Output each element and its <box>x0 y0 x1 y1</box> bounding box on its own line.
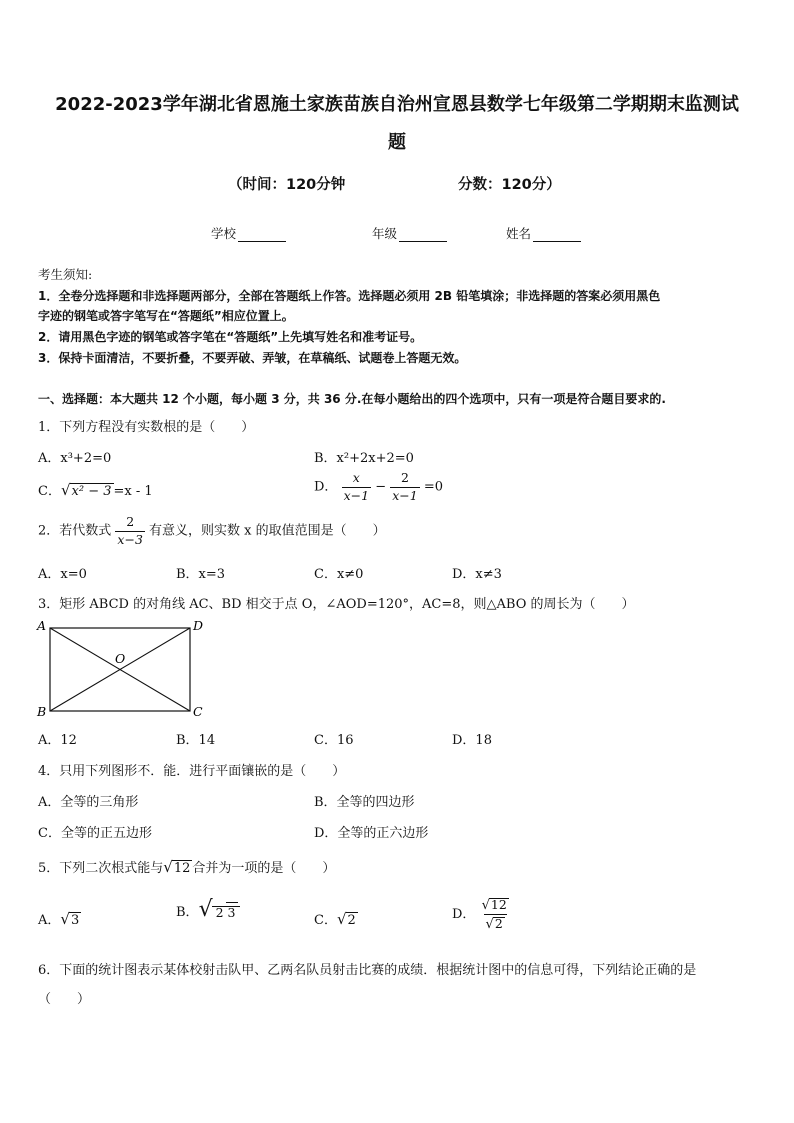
q5-stem-radicand: 12 <box>173 861 191 876</box>
q5-option-c[interactable] <box>314 909 358 928</box>
q1-d-num2: 2 <box>401 470 409 485</box>
q4-option-c[interactable]: C．全等的正五边形 <box>38 826 152 841</box>
q4-option-a[interactable]: A．全等的三角形 <box>38 795 139 810</box>
q5-a-prefix: A． <box>38 913 61 928</box>
grade-field[interactable] <box>372 224 447 242</box>
q4-stem: 4．只用下列图形不．能．进行平面镶嵌的是（ ） <box>38 764 346 779</box>
rectangle-diagram <box>30 615 220 723</box>
label-a: A <box>37 618 47 633</box>
q5-b-fraction <box>212 906 240 920</box>
name-label: 姓名 <box>506 226 532 241</box>
q5-d-prefix: D． <box>452 907 476 922</box>
q6-stem: 6．下面的统计图表示某体校射击队甲、乙两名队员射击比赛的成绩．根据统计图中的信息可得，下列结论正确的是 <box>38 963 697 978</box>
label-o: O <box>115 651 126 666</box>
q1-d-fraction-1 <box>342 472 371 502</box>
q5-c-prefix: C． <box>314 913 337 928</box>
note-1b: 字迹的钢笔或答字笔写在“答题纸”相应位置上。 <box>38 309 294 323</box>
section-heading: 一、选择题：本大题共 12 个小题，每小题 3 分，共 36 分.在每小题给出的四个选项中，只有一项是符合题目要求的. <box>38 392 666 406</box>
q6-paren: （ ） <box>38 992 91 1007</box>
q2-num: 2 <box>126 514 135 529</box>
page-title: 2022-2023学年湖北省恩施土家族苗族自治州宣恩县数学七年级第二学期期末监测试 <box>55 94 739 115</box>
q5-stem-b: 合并为一项的是（ ） <box>192 861 336 876</box>
q1-c-rest: =x - 1 <box>113 484 153 499</box>
q2-stem-a: 2．若代数式 <box>38 523 112 539</box>
q5-b-den: 3 <box>226 902 238 920</box>
q2-stem-b: 有意义，则实数 x 的取值范围是（ ） <box>149 523 386 539</box>
q1-d-fraction-2 <box>390 472 419 502</box>
page-title-continued: 题 <box>388 132 406 153</box>
q3-option-b[interactable]: B．14 <box>176 733 216 748</box>
radical-sign: √ <box>336 910 347 928</box>
q1-option-d[interactable] <box>314 472 443 502</box>
q2-option-c[interactable]: C．x≠0 <box>314 567 364 582</box>
q5-d-num-wrap <box>480 898 511 914</box>
q2-option-a[interactable]: A．x=0 <box>38 567 87 582</box>
q3-stem: 3．矩形 ABCD 的对角线 AC、BD 相交于点 O，∠AOD=120°，AC=8，则△ABO 的周长为（ ） <box>38 597 635 612</box>
q2-option-d[interactable]: D．x≠3 <box>452 567 502 582</box>
q1-d-num1: x <box>352 470 360 485</box>
q1-option-c[interactable] <box>38 480 153 499</box>
q1-stem: 1．下列方程没有实数根的是（ ） <box>38 420 255 435</box>
q1-c-prefix: C． <box>38 484 61 499</box>
school-blank[interactable] <box>238 227 286 242</box>
q5-option-b[interactable] <box>176 897 240 922</box>
name-field[interactable] <box>506 224 581 242</box>
school-label: 学校 <box>211 226 237 241</box>
notes-heading: 考生须知: <box>38 267 93 282</box>
label-b: B <box>37 704 47 719</box>
exam-time: （时间：120分钟 <box>228 177 346 193</box>
q4-option-d[interactable]: D．全等的正六边形 <box>314 826 429 841</box>
q1-d-prefix: D． <box>314 479 338 495</box>
q2-stem <box>38 516 386 546</box>
radical-sign: √ <box>60 481 71 499</box>
q5-stem <box>38 857 335 876</box>
q5-option-d[interactable] <box>452 898 511 931</box>
name-blank[interactable] <box>533 227 581 242</box>
q5-d-fraction <box>480 898 511 931</box>
radical-sign: √ <box>485 917 494 932</box>
q3-option-a[interactable]: A．12 <box>38 733 77 748</box>
note-3: 3．保持卡面清洁，不要折叠，不要弄破、弄皱，在草稿纸、试题卷上答题无效。 <box>38 351 467 365</box>
q5-d-den-wrap <box>484 914 507 931</box>
q1-option-b[interactable]: B．x²+2x+2=0 <box>314 451 414 466</box>
grade-blank[interactable] <box>399 227 447 242</box>
q1-option-a[interactable]: A．x³+2=0 <box>38 451 112 466</box>
q5-c-radicand: 2 <box>347 913 356 928</box>
radical-sign: √ <box>198 897 213 922</box>
q5-d-den: 2 <box>494 916 503 931</box>
radical-sign: √ <box>163 858 173 876</box>
q1-d-den1: x−1 <box>343 487 370 503</box>
q1-c-radicand: x² − 3 <box>71 484 112 499</box>
note-1a: 1．全卷分选择题和非选择题两部分，全部在答题纸上作答。选择题必须用 2B 铅笔填涂；非选择题的答案必须用黑色 <box>38 289 661 303</box>
label-c: C <box>193 704 203 719</box>
label-d: D <box>193 618 204 633</box>
radical-sign: √ <box>60 910 70 928</box>
q5-b-prefix: B． <box>176 905 199 920</box>
q1-d-den2: x−1 <box>392 487 418 503</box>
q5-stem-a: 5．下列二次根式能与 <box>38 861 164 876</box>
note-2: 2．请用黑色字迹的钢笔或答字笔在“答题纸”上先填写姓名和准考证号。 <box>38 330 423 344</box>
grade-label: 年级 <box>372 226 398 241</box>
school-field[interactable] <box>211 224 286 242</box>
q1-d-rest: =0 <box>423 479 444 495</box>
q3-option-d[interactable]: D．18 <box>452 733 492 748</box>
q5-b-num: 2 <box>215 904 224 920</box>
q1-d-minus: − <box>375 479 387 495</box>
exam-score: 分数：120分） <box>458 177 561 193</box>
q4-option-b[interactable]: B．全等的四边形 <box>314 795 415 810</box>
q3-option-c[interactable]: C．16 <box>314 733 354 748</box>
q5-a-radicand: 3 <box>70 913 80 928</box>
radical-sign: √ <box>481 898 490 913</box>
q2-option-b[interactable]: B．x=3 <box>176 567 226 582</box>
q5-option-a[interactable] <box>38 909 81 928</box>
q2-den: x−3 <box>117 531 143 547</box>
q2-fraction <box>115 516 144 546</box>
q5-d-num: 12 <box>490 897 507 912</box>
